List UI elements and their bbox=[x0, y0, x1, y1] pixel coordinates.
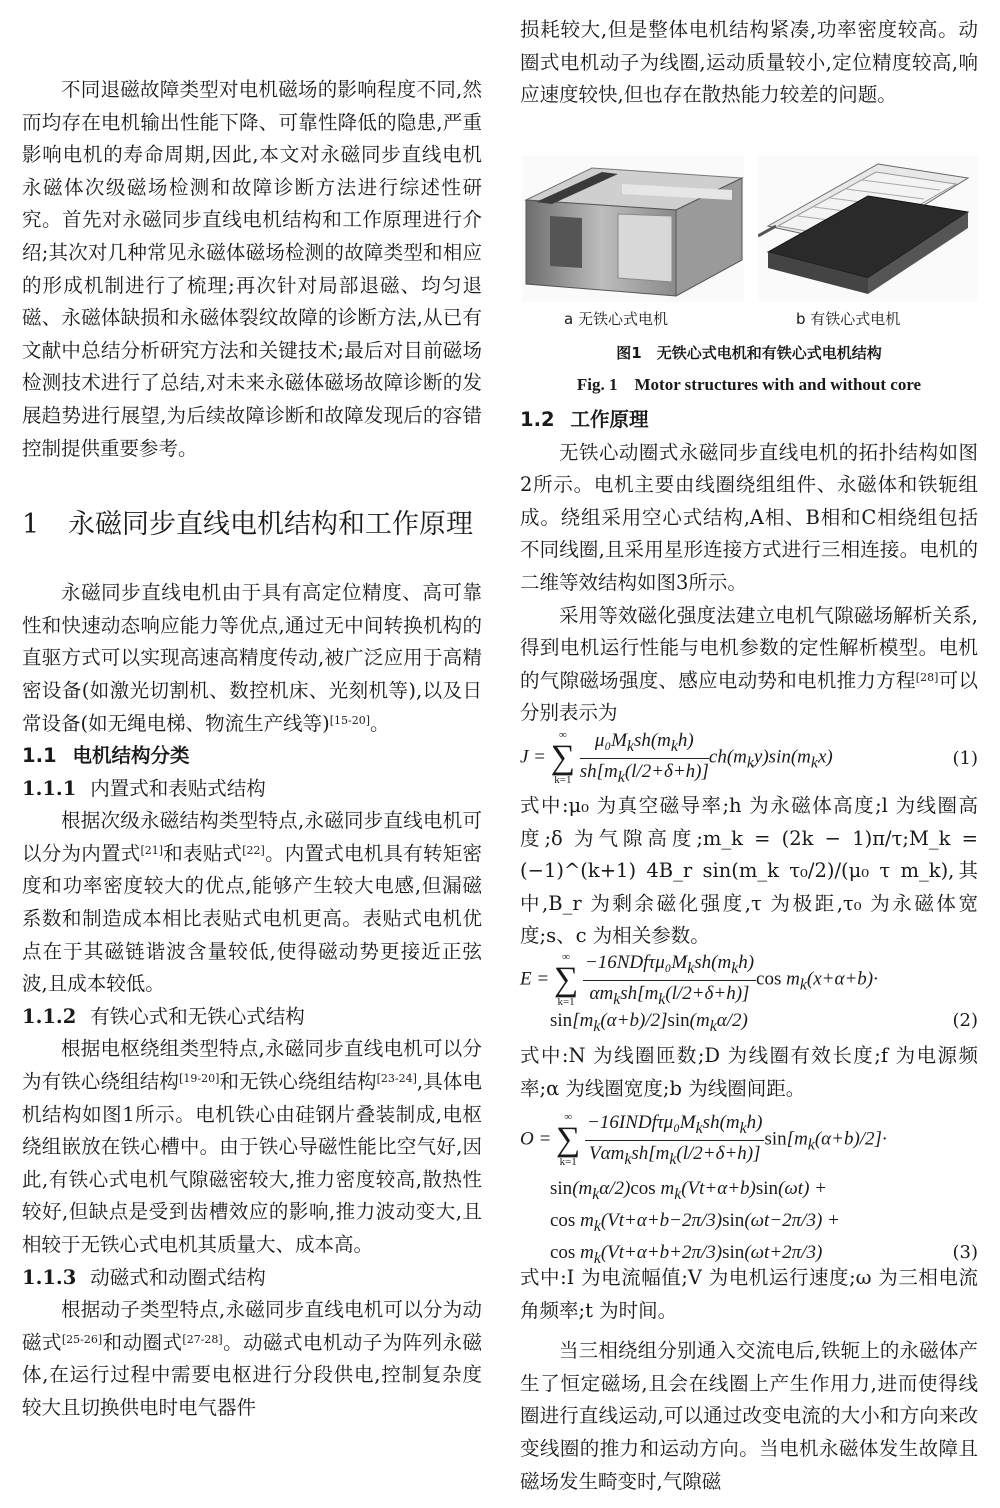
citation: [15-20] bbox=[329, 713, 371, 727]
citation: [28] bbox=[915, 670, 939, 684]
right-top-block bbox=[520, 14, 978, 112]
citation: [25-26] bbox=[61, 1332, 103, 1346]
text-span: 采用等效磁化强度法建立电机气隙磁场解析关系,得到电机运行性能与电机参数的定性解析模型。电机的气隙磁场强度、感应电动势和电机推力方程 bbox=[520, 603, 978, 692]
figure-1 bbox=[520, 156, 978, 402]
section-title: 内置式和表贴式结构 bbox=[90, 776, 266, 800]
section-1-1-3-heading bbox=[22, 1262, 482, 1295]
text-span: 根据动子类型特点,永磁同步直线电机可以分为动磁式 bbox=[22, 1298, 482, 1354]
citation: [19-20] bbox=[179, 1072, 220, 1086]
citation: [27-28] bbox=[182, 1332, 223, 1346]
figure-1-title-en: Fig. 1 Motor structures with and without core bbox=[576, 375, 922, 394]
section-1-heading bbox=[22, 507, 482, 543]
section-title: 动磁式和动圈式结构 bbox=[90, 1265, 266, 1289]
section-number: 1 bbox=[22, 509, 40, 541]
section-number: 1.1.1 bbox=[22, 776, 77, 800]
equation-number: (2) bbox=[952, 1010, 978, 1031]
section-1-1-2-paragraph bbox=[22, 1033, 482, 1261]
continued-paragraph: 损耗较大,但是整体电机结构紧凑,功率密度较高。动圈式电机动子为线圈,运动质量较小,定位精度较高,响应速度较快,但也存在散热能力较差的问题。 bbox=[520, 18, 978, 107]
equation-2-description: 式中:N 为线圈匝数;D 为线圈有效长度;f 为电源频率;α 为线圈宽度;b 为线圈间距。 bbox=[520, 1044, 978, 1100]
section-1-1-heading bbox=[22, 740, 482, 773]
text-span: 根据电枢绕组类型特点,永磁同步直线电机可以分为有铁心绕组结构 bbox=[22, 1037, 482, 1094]
equation-3: O = ∞ ∑ k=1 $\frac{-16INDf\tau\mu_0M_ksh(m_kh)}{V\alpha m_ksh[m_k(l/2+\delta+h)]}$ $\sin[m_k(\alpha+b)/2]\cdot$ $\sin(m_k\alpha/2)\cos$ $m_k(Vt+\alpha+b)\sin(\omega t)$ + $\cos m_k(Vt+\alpha+b-2\pi/3)\sin(\omega t-2\pi/3)$ + $\cos m_k(Vt+\alpha+b+2\pi/3)\sin(\omega t+2\pi/3)$ (3) bbox=[520, 1111, 978, 1267]
section-title: 工作原理 bbox=[570, 408, 649, 431]
text-span: 根据次级永磁结构类型特点,永磁同步直线电机可以分为内置式 bbox=[22, 809, 482, 865]
section-1-1-1-paragraph bbox=[22, 805, 482, 1001]
citation: [21] bbox=[140, 843, 164, 857]
section-title: 有铁心式和无铁心式结构 bbox=[90, 1004, 305, 1028]
equation-1: J = ∞ ∑ k=1 $\frac{\mu_0M_ksh(m_kh)}{sh[m_k(l/2+\delta+h)]}$ $ch(m_ky)\sin(m_kx)$ (1) bbox=[520, 729, 978, 787]
equation-2-description-block bbox=[520, 1040, 978, 1105]
section-1-2-heading bbox=[520, 404, 978, 437]
text-span: 。内置式电机具有转矩密度和功率密度较大的优点,能够产生较大电感,但漏磁系数和制造成本相比表贴式电机更高。表贴式电机优点在于其磁链谐波含量较低,使得磁动势更接近正弦波,且成本较低。 bbox=[22, 841, 482, 996]
citation: [22] bbox=[242, 843, 265, 857]
text-span: 和无铁心绕组结构 bbox=[219, 1070, 377, 1094]
text-span: 和表贴式 bbox=[163, 841, 243, 865]
citation: [23-24] bbox=[376, 1072, 417, 1086]
section-number: 1.1 bbox=[22, 744, 57, 768]
figure-1b-caption: b 有铁心式电机 bbox=[796, 310, 901, 328]
iron-core-motor-illustration bbox=[758, 156, 978, 302]
section-1-2-final-paragraph: 当三相绕组分别通入交流电后,铁轭上的永磁体产生了恒定磁场,且会在线圈上产生作用力,进而使得线圈进行直线运动,可以通过改变电流的大小和方向来改变线圈的推力和运动方向。当电机永磁体发生故障且磁场发生畸变时,气隙磁 bbox=[520, 1339, 978, 1493]
summation-symbol: ∞ ∑ k=1 bbox=[550, 729, 576, 787]
section-number: 1.2 bbox=[520, 408, 555, 431]
section-1-paragraph bbox=[22, 577, 482, 740]
section-title: 永磁同步直线电机结构和工作原理 bbox=[68, 509, 473, 541]
section-number: 1.1.3 bbox=[22, 1265, 77, 1289]
text-span: 。 bbox=[370, 711, 390, 735]
section-1-1-3-paragraph bbox=[22, 1294, 482, 1424]
equation-number: (3) bbox=[952, 1242, 978, 1263]
section-1-2-paragraph-1: 无铁心动圈式永磁同步直线电机的拓扑结构如图2所示。电机主要由线圈绕组组件、永磁体和铁轭组成。绕组采用空心式结构,A相、B相和C相绕组包括不同线圈,且采用星形连接方式进行三相连接。电机的二维等效结构如图3所示。 bbox=[520, 440, 978, 594]
text-span: 。动磁式电机动子为阵列永磁体,在运行过程中需要电枢进行分段供电,控制复杂度较大且切换供电时电气器件 bbox=[22, 1330, 482, 1419]
summation-symbol: ∞ ∑ k=1 bbox=[553, 951, 579, 1009]
summation-symbol: ∞ ∑ k=1 bbox=[556, 1111, 581, 1169]
figure-1a-image bbox=[522, 156, 744, 302]
left-column bbox=[22, 0, 482, 1425]
section-1-1-1-heading bbox=[22, 773, 482, 806]
equation-1-description-block bbox=[520, 790, 978, 953]
equation-3-description: 式中:I 为电流幅值;V 为电机运行速度;ω 为三相电流角频率;t 为时间。 bbox=[520, 1266, 978, 1322]
equation-2: E = ∞ ∑ k=1 $\frac{-16NDf\tau\mu_0M_ksh(m_kh)}{\alpha m_ksh[m_k(l/2+\delta+h)]}$ $\cos m_k(x+\alpha+b)\cdot$ $\sin[m_k(\alpha+b)/2]\sin(m_k\alpha/2)$ (2) bbox=[520, 951, 978, 1035]
figure-1b-image bbox=[758, 156, 978, 302]
figure-1a-caption: a 无铁心式电机 bbox=[564, 310, 668, 328]
section-1-2-end-block bbox=[520, 1262, 978, 1498]
text-span: 和动圈式 bbox=[102, 1330, 183, 1354]
intro-paragraph: 不同退磁故障类型对电机磁场的影响程度不同,然而均存在电机输出性能下降、可靠性降低的隐患,严重影响电机的寿命周期,因此,本文对永磁同步直线电机永磁体次级磁场检测和故障诊断方法进行综述性研究。首先对永磁同步直线电机结构和工作原理进行介绍;其次对几种常见永磁体磁场检测的故障类型和相应的形成机制进行了梳理;再次针对局部退磁、均匀退磁、永磁体缺损和永磁体裂纹故障的诊断方法,从已有文献中总结分析研究方法和关键技术;最后对目前磁场检测技术进行了总结,对未来永磁体磁场故障诊断的发展趋势进行展望,为后续故障诊断和故障发现后的容错控制提供重要参考。 bbox=[22, 78, 482, 460]
text-span: ,具体电机结构如图1所示。电机铁心由硅钢片叠装制成,电枢绕组嵌放在铁心槽中。由于铁心导磁性能比空气好,因此,有铁心式电机气隙磁密较大,推力密度较高,散热性较好,但缺点是受到齿槽效应的影响,推力波动变大,且相较于无铁心式电机其质量大、成本高。 bbox=[22, 1070, 482, 1256]
text-span: 可以分别表示为 bbox=[520, 668, 978, 725]
ironless-motor-illustration bbox=[522, 156, 744, 302]
figure-1-title-cn: 图1 无铁心式电机和有铁心式电机结构 bbox=[616, 344, 882, 362]
section-1-2-paragraph-2 bbox=[520, 600, 978, 730]
equation-number: (1) bbox=[952, 748, 978, 769]
section-number: 1.1.2 bbox=[22, 1004, 77, 1028]
equation-1-description: 式中:μ₀ 为真空磁导率;h 为永磁体高度;l 为线圈高度;δ 为气隙高度;m_k = (2k − 1)π/τ;M_k = (−1)^(k+1) 4B_r sin(m_k τ₀/2)/(μ₀ τ m_k),其中,B_r 为剩余磁化强度,τ 为极距,τ₀ 为永磁体宽度;s、c 为相关参数。 bbox=[520, 794, 978, 948]
text-span: 永磁同步直线电机由于具有高定位精度、高可靠性和快速动态响应能力等优点,通过无中间转换机构的直驱方式可以实现高速高精度传动,被广泛应用于高精密设备(如激光切割机、数控机床、光刻机等),以及日常设备(如无绳电梯、物流生产线等) bbox=[22, 581, 482, 735]
section-1-2-block bbox=[520, 404, 978, 730]
section-1-1-2-heading bbox=[22, 1001, 482, 1034]
section-title: 电机结构分类 bbox=[72, 744, 190, 768]
